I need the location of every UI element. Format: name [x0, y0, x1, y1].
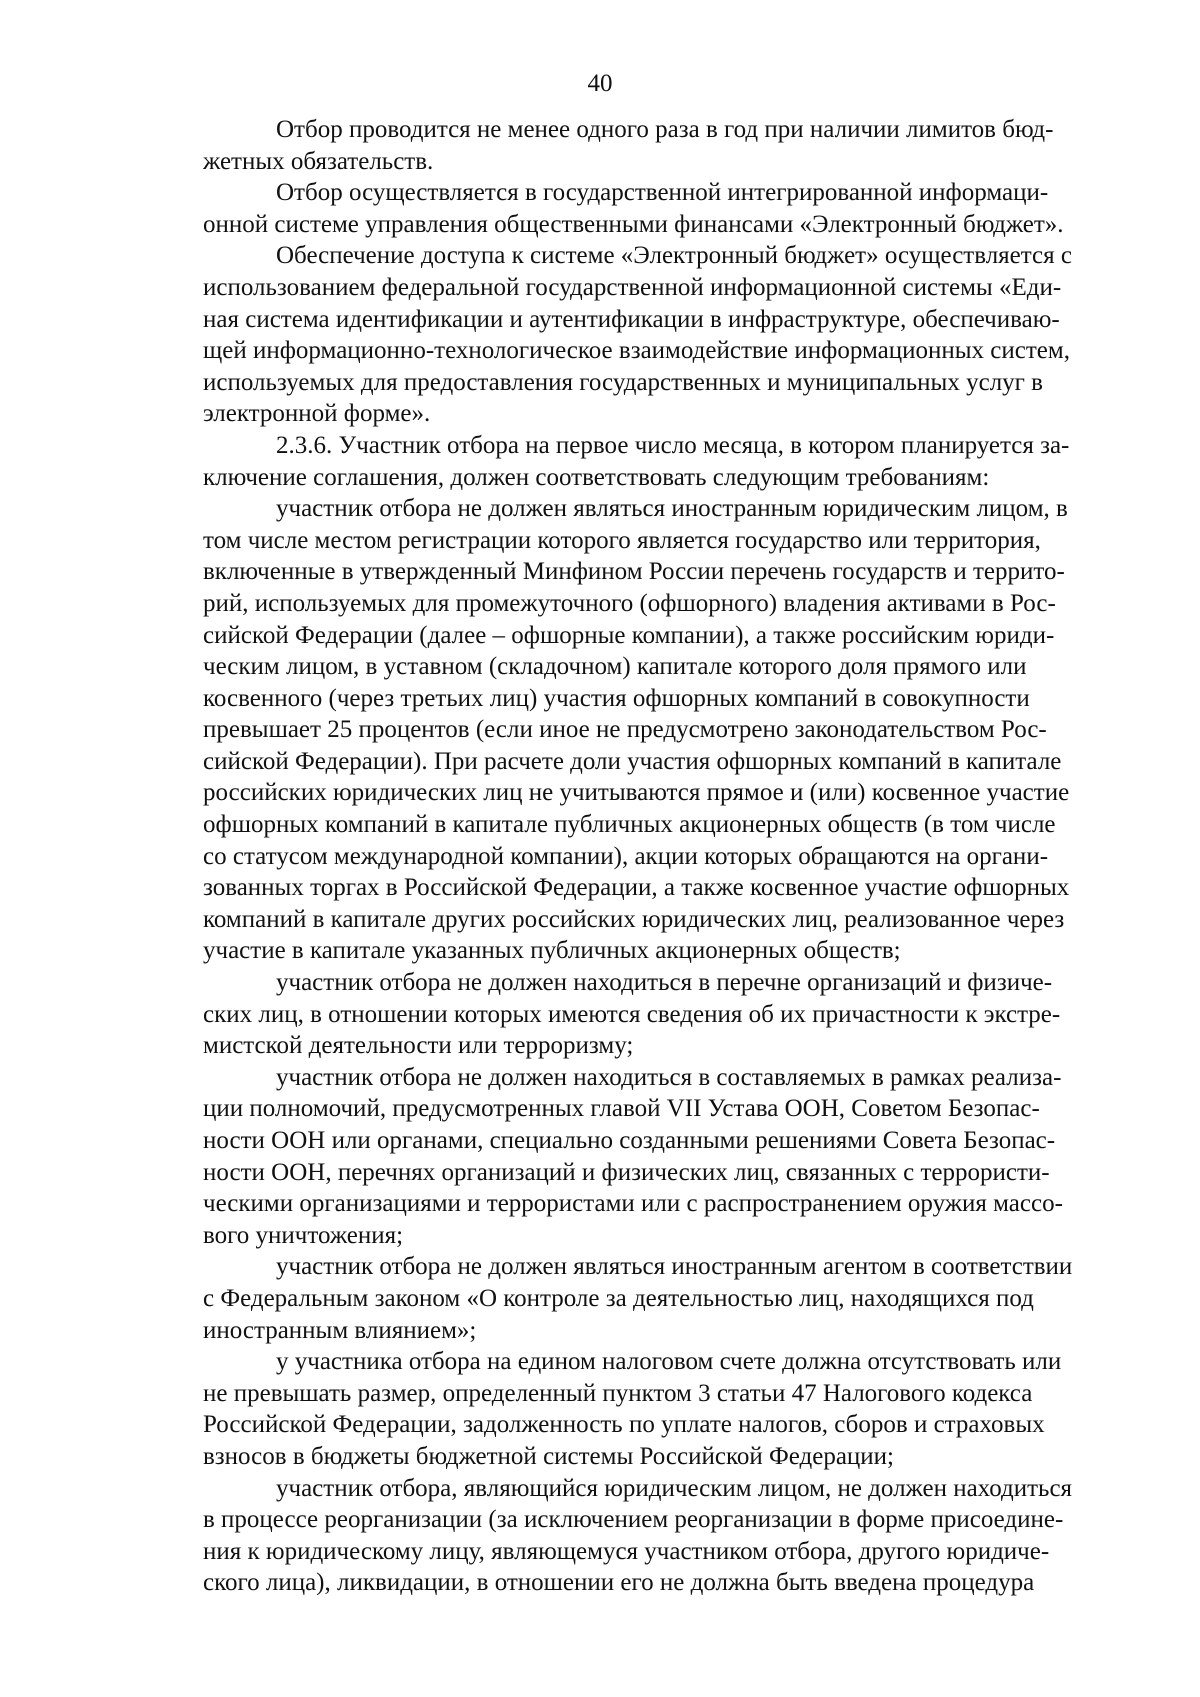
body-text [203, 114, 1128, 1599]
paragraph-electronic-budget-system: Отбор осуществляется в государственной интегрированной информаци- онной системе управления общественными финансами «Электронный бюджет». [203, 179, 1064, 238]
paragraph-reorganization: участник отбора, являющийся юридическим лицом, не должен находиться в процессе реорганизации (за исключением реорганизации в форме присоедине- ния к юридическому лицу, являющемуся участником отбора, другого юридиче- ского лица), ликвидации, в отношении его не должна быть введена процедура [203, 1474, 1073, 1597]
paragraph-foreign-agent: участник отбора не должен являться иностранным агентом в соответствии с Федеральным законом «О контроле за деятельностью лиц, находящихся под иностранным влиянием»; [203, 1253, 1073, 1344]
paragraph-tax-debt: у участника отбора на едином налоговом счете должна отсутствовать или не превышать размер, определенный пунктом 3 статьи 47 Налогового кодекса Российской Федерации, задолженность по уплате налогов, сборов и страховых взносов в бюджеты бюджетной системы Российской Федерации; [203, 1348, 1062, 1470]
paragraph-system-access: Обеспечение доступа к системе «Электронный бюджет» осуществляется с использованием федеральной государственной информационной системы «Еди- ная система идентификации и аутентификации в инфраструктуре, обеспечиваю- щей информационно-технологическое взаимодействие информационных систем, используемых для предоставления государственных и муниципальных услуг в электронной форме». [203, 242, 1072, 428]
page-number: 40 [587, 70, 613, 97]
paragraph-section-2-3-6: 2.3.6. Участник отбора на первое число месяца, в котором планируется за- ключение соглашения, должен соответствовать следующим требованиям: [203, 431, 1070, 491]
paragraph-extremism-list: участник отбора не должен находиться в перечне организаций и физиче- ских лиц, в отношении которых имеются сведения об их причастности к экстре- мистской деятельности или терроризму; [203, 969, 1061, 1060]
paragraph-un-sanctions-list: участник отбора не должен находиться в составляемых в рамках реализа- ции полномочий, предусмотренных главой VII Устава ООН, Советом Безопас- ности ООН или органами, специально созданными решениями Совета Безопас- ности ООН, перечнях организаций и физических лиц, связанных с террористи- ческими организациями и террористами или с распространением оружия массо- вого уничтожения; [203, 1063, 1063, 1249]
paragraph-budget-limits: Отбор проводится не менее одного раза в год при наличии лимитов бюд- жетных обязательств. [203, 116, 1054, 175]
paragraph-offshore-requirement: участник отбора не должен являться иностранным юридическим лицом, в том числе местом регистрации которого является государство или территория, включенные в утвержденный Минфином России перечень государств и террито- рий, используемых для промежуточного (офшорного) владения активами в Рос- сийской Федерации (далее – офшорные компании), а также российским юриди- ческим лицом, в уставном (складочном) капитале которого доля прямого или косвенного (через третьих лиц) участия офшорных компаний в совокупности превышает 25 процентов (если иное не предусмотрено законодательством Рос- сийской Федерации). При расчете доли участия офшорных компаний в капитале российских юридических лиц не учитываются прямое и (или) косвенное участие офшорных компаний в капитале публичных акционерных обществ (в том числе со статусом международной компании), акции которых обращаются на органи- зованных торгах в Российской Федерации, а также косвенное участие офшорных компаний в капитале других российских юридических лиц, реализованное через участие в капитале указанных публичных акционерных обществ; [203, 495, 1070, 965]
